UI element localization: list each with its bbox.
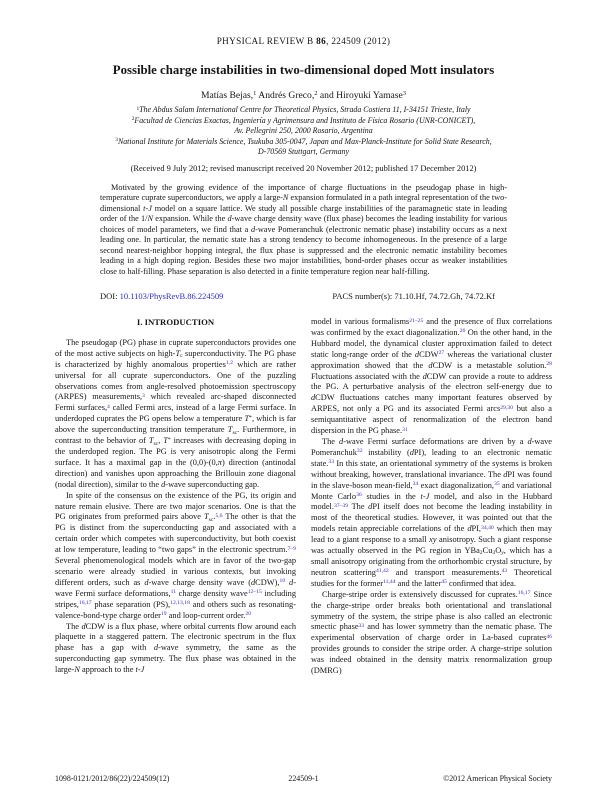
- column-right: [311, 317, 552, 677]
- journal-header: PHYSICAL REVIEW B 86, 224509 (2012): [216, 36, 391, 46]
- intro-paragraph: The pseudogap (PG) phase in cuprate superconductors provides one of the most active subjects on high-$T_c$ superconductivity. The PG phase is characterized by highly anomalous properties$^{1,2}$ which are rather universal for all cuprate superconductors. One of the puzzling observations comes from angle-resolved photoemission spectroscopy (ARPES) measurements,$^3$ which revealed arc-shaped disconnected Fermi surfaces,$^4$ called Fermi arcs, instead of a large Fermi surface. In underdoped cuprates the PG opens below a temperature T*, which is far above the superconducting transition temperature $T_{sc}$. Furthermore, in contrast to the behavior of $T_{sc}$, T* increases with decreasing doping in the underdoped region. The PG is very anisotropic along the Fermi surface. It has a maximal gap in the (0,0)-(0,π) direction (antinodal direction) and vanishes upon approaching the Brillouin zone diagonal (nodal direction), similar to the d-wave superconducting gap.: [55, 337, 297, 489]
- footer-copyright: ©2012 American Physical Society: [443, 774, 553, 783]
- pacs-text: PACS number(s): 71.10.Hf, 74.72.Gh, 74.72.Kf: [332, 291, 495, 302]
- doi-label: DOI:: [100, 291, 118, 302]
- affiliation-line: $^1$The Abdus Salam International Centre for Theoretical Physics, Strada Costiera 11, I-34151 Trieste, Italy: [136, 105, 471, 114]
- section-heading-introduction: I. INTRODUCTION: [136, 317, 215, 328]
- column-left: [55, 317, 296, 677]
- footer-issn: 1098-0121/2012/86(22)/224509(12): [55, 774, 170, 783]
- doi-link[interactable]: 10.1103/PhysRevB.86.224509: [119, 291, 224, 302]
- affiliation-line: $^2$Facultad de Ciencias Exactas, Ingeniería y Agrimensura and Instituto de Física Rosario (UNR-CONICET),: [131, 115, 476, 125]
- doi-line: [100, 291, 223, 301]
- affiliation-line: D-70569 Stuttgart, Germany: [258, 147, 349, 157]
- affiliation-line: Av. Pellegrini 250, 2000 Rosario, Argentina: [234, 126, 373, 136]
- intro-paragraph: The dCDW is a flux phase, where orbital currents flow around each plaquette in a staggered pattern. The electronic spectrum in the flux phase has a gap with d-wave symmetry, the same as the superconducting gap symmetry. The flux phase was obtained in the large-N approach to the t-J: [55, 621, 297, 675]
- footer-page-number: 224509-1: [288, 774, 319, 783]
- intro-paragraph: In spite of the consensus on the existence of the PG, its origin and nature remain elusive. There are two major scenarios. One is that the PG originates from preformed pairs above $T_{sc}.^{5,6}$ The other is that the PG is distinct from the superconducting gap and associated with a certain order which competes with superconductivity, but both coexist at low temperature, leading to “two gaps” in the electronic spectrum.$^{7-9}$ Several phenomenological models which are in favor of the two-gap scenario were already studied in various contexts, but invoking different orders, such as d-wave charge density wave (dCDW),$^{10}$ d-wave Fermi surface deformations,$^{11}$ charge density wave$^{12-15}$ including stripes,$^{16,17}$ phase separation (PS),$^{12,13,18}$ and others such as resonating-valence-bond-type charge order$^{19}$ and loop-current order.$^{20}$: [55, 490, 297, 620]
- paper-title: Possible charge instabilities in two-dimensional doped Mott insulators: [112, 63, 495, 77]
- affiliation-line: $^3$National Institute for Materials Science, Tsukuba 305-0047, Japan and Max-Planck-Institute for Solid State Research,: [115, 136, 492, 146]
- intro-paragraph: The d-wave Fermi surface deformations are driven by a d-wave Pomeranchuk$^{32}$ instability (dPI), leading to an electronic nematic state.$^{33}$ In this state, an orientational symmetry of the systems is broken without breaking, however, translational invariance. The dPI was found in the slave-boson mean-field,$^{34}$ exact diagonalization,$^{35}$ and variational Monte Carlo$^{36}$ studies in the t-J model, and also in the Hubbard model.$^{37-39}$ The dPI itself does not become the leading instability in most of the theoretical studies. However, it was pointed out that the models retain appreciable correlations of the dPI,$^{34,40}$ which then may lead to a giant response to a small xy anisotropy. Such a giant response was actually observed in the PG region in $YBa_2Cu_3O_y$, which has a small anisotropy originating from the orthorhombic crystal structure, by neutron scattering$^{41,42}$ and transport measurements.$^{43}$ Theoretical studies for the former$^{11,44}$ and the latter$^{45}$ confirmed that idea.: [311, 437, 552, 588]
- abstract-text: Motivated by the growing evidence of the importance of charge fluctuations in the pseudogap phase in high-temperature cuprate superconductors, we apply a large-N expansion formulated in a path integral representation of the two-dimensional t-J model on a square lattice. We study all possible charge instabilities of the paramagnetic state in leading order of the 1/N expansion. While the d-wave charge density wave (flux phase) becomes the leading instability for various choices of model parameters, we find that a d-wave Pomeranchuk (electronic nematic phase) instability occurs as a next leading one. In particular, the nematic state has a strong tendency to become inhomogeneous. In the presence of a large second nearest-neighbor hopping integral, the flux phase is suppressed and the electronic nematic instability becomes leading in a high doping region. Besides these two major instabilities, bond-order phases occur as weaker instabilities close to half-filling. Phase separation is also detected in a finite temperature region near half-filling.: [100, 182, 507, 276]
- affiliations-block: [55, 105, 552, 158]
- received-line: (Received 9 July 2012; revised manuscript received 20 November 2012; published 17 December 2012): [130, 163, 477, 173]
- intro-paragraph: model in various formalisms$^{21-25}$ and the presence of flux correlations was confirmed by the exact diagonalization.$^{26}$ On the other hand, in the Hubbard model, the dynamical cluster approximation failed to detect static long-range order of the dCDW$^{27}$ whereas the variational cluster approximation showed that the dCDW is a metastable solution.$^{28}$ Fluctuations associated with the dCDW can provide a route to address the PG. A perturbative analysis of the electron self-energy due to dCDW fluctuations catches many important features observed by ARPES, not only a PG and its associated Fermi arcs$^{29,30}$ but also a semiquantitative aspect of renormalization of the electron band dispersion in the PG phase.$^{31}$: [311, 317, 552, 436]
- authors-line: Matías Bejas,$^1$ Andrés Greco,$^2$ and Hiroyuki Yamase$^3$: [200, 90, 407, 101]
- page-footer: [55, 774, 552, 783]
- intro-paragraph: Charge-stripe order is extensively discussed for cuprates.$^{16,17}$ Since the charge-stripe order breaks both orientational and translational symmetry of the system, the stripe phase is also called an electronic smectic phase$^{33}$ and has lower symmetry than the nematic phase. The experimental observation of charge order in La-based cuprates$^{46}$ provides grounds to consider the stripe order. A charge-stripe solution was indeed obtained in the density matrix renormalization group (DMRG): [311, 589, 552, 676]
- doi-pacs-row: [100, 291, 507, 301]
- two-column-body: [55, 317, 552, 677]
